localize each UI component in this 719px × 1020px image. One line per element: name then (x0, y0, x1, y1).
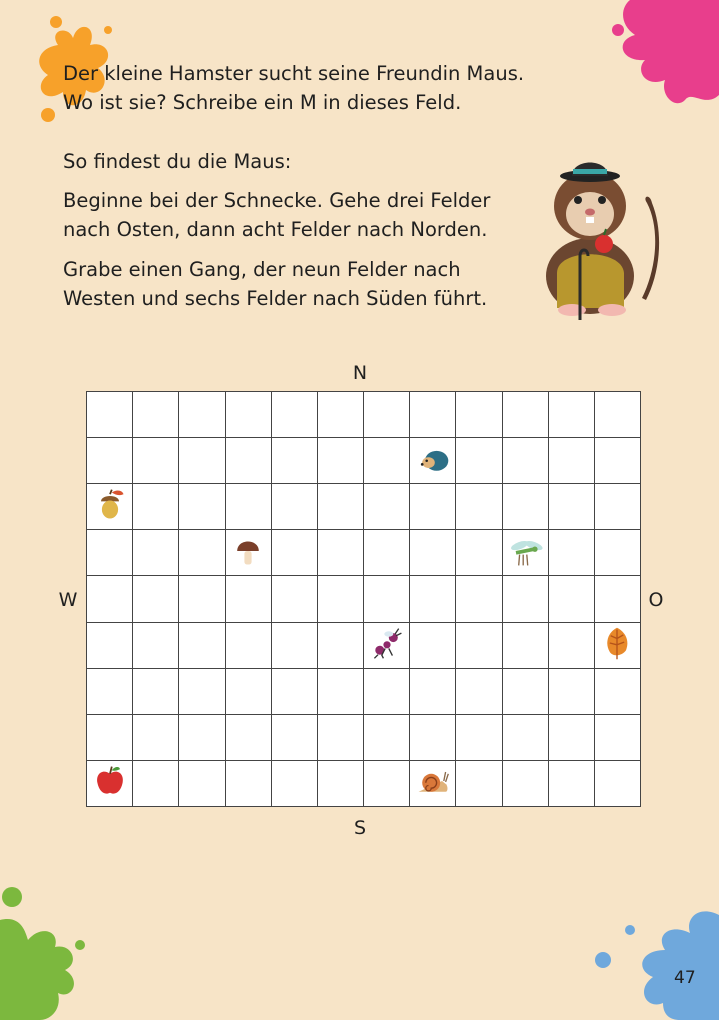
grid-cell-r5-c5[interactable] (272, 576, 318, 622)
grid-cell-r1-c5[interactable] (272, 392, 318, 438)
grid-cell-r8-c4[interactable] (226, 715, 272, 761)
grid-cell-r2-c2[interactable] (133, 438, 179, 484)
grid-cell-r8-c3[interactable] (179, 715, 225, 761)
grid-cell-r6-c2[interactable] (133, 623, 179, 669)
grid-cell-r3-c6[interactable] (318, 484, 364, 530)
grid-cell-r1-c12[interactable] (595, 392, 641, 438)
how-heading (63, 147, 533, 176)
grid-cell-r1-c2[interactable] (133, 392, 179, 438)
grid-cell-r9-c12[interactable] (595, 761, 641, 807)
page-number: 47 (674, 968, 696, 988)
grid-cell-r9-c10[interactable] (503, 761, 549, 807)
grid-cell-r3-c1[interactable] (87, 484, 133, 530)
grid-cell-r7-c10[interactable] (503, 669, 549, 715)
grid-cell-r4-c1[interactable] (87, 530, 133, 576)
green-paint-splat (0, 885, 100, 1020)
grid-cell-r4-c5[interactable] (272, 530, 318, 576)
step-2-line-1: Grabe einen Gang, der neun Felder nach (63, 258, 461, 281)
grid-cell-r1-c11[interactable] (549, 392, 595, 438)
grid-cell-r4-c12[interactable] (595, 530, 641, 576)
grid-cell-r5-c11[interactable] (549, 576, 595, 622)
grid-cell-r2-c4[interactable] (226, 438, 272, 484)
grid-cell-r9-c4[interactable] (226, 761, 272, 807)
grid-cell-r9-c2[interactable] (133, 761, 179, 807)
grid-cell-r3-c4[interactable] (226, 484, 272, 530)
step-2-line-2: Westen und sechs Felder nach Süden führt. (63, 287, 488, 310)
grid-cell-r6-c7[interactable] (364, 623, 410, 669)
grid-cell-r3-c10[interactable] (503, 484, 549, 530)
grid-cell-r9-c1[interactable] (87, 761, 133, 807)
grid-cell-r1-c10[interactable] (503, 392, 549, 438)
mushroom-icon (230, 533, 266, 573)
grid-cell-r2-c1[interactable] (87, 438, 133, 484)
grid-cell-r4-c3[interactable] (179, 530, 225, 576)
grid-cell-r2-c10[interactable] (503, 438, 549, 484)
snail-icon (415, 763, 451, 803)
grid-cell-r1-c4[interactable] (226, 392, 272, 438)
grid-cell-r4-c7[interactable] (364, 530, 410, 576)
grid-cell-r1-c8[interactable] (410, 392, 456, 438)
hedgehog-icon (415, 441, 451, 481)
autumn-leaf-icon (599, 625, 635, 665)
grid-cell-r7-c8[interactable] (410, 669, 456, 715)
grid-cell-r1-c6[interactable] (318, 392, 364, 438)
intro-line-1: Der kleine Hamster sucht seine Freundin Maus. (63, 62, 525, 85)
grid-cell-r7-c2[interactable] (133, 669, 179, 715)
grid-cell-r1-c3[interactable] (179, 392, 225, 438)
grid-cell-r8-c6[interactable] (318, 715, 364, 761)
grid-cell-r8-c12[interactable] (595, 715, 641, 761)
grid-cell-r5-c9[interactable] (456, 576, 502, 622)
grid-cell-r7-c9[interactable] (456, 669, 502, 715)
intro-text (63, 59, 533, 117)
grid-cell-r1-c9[interactable] (456, 392, 502, 438)
step-1-text (63, 186, 533, 244)
compass-west: W (58, 589, 78, 611)
grid-cell-r3-c8[interactable] (410, 484, 456, 530)
acorn-icon (92, 487, 128, 527)
grid-cell-r4-c10[interactable] (503, 530, 549, 576)
grid-cell-r9-c6[interactable] (318, 761, 364, 807)
grid-cell-r6-c6[interactable] (318, 623, 364, 669)
ant-icon (369, 625, 405, 665)
grid-cell-r5-c8[interactable] (410, 576, 456, 622)
pink-paint-splat (600, 0, 719, 110)
grid-cell-r7-c4[interactable] (226, 669, 272, 715)
grid-cell-r7-c7[interactable] (364, 669, 410, 715)
grid-cell-r5-c4[interactable] (226, 576, 272, 622)
grid-cell-r7-c3[interactable] (179, 669, 225, 715)
grid-cell-r2-c8[interactable] (410, 438, 456, 484)
compass-east: O (648, 589, 664, 611)
grid-cell-r5-c6[interactable] (318, 576, 364, 622)
grid-cell-r3-c5[interactable] (272, 484, 318, 530)
grid-cell-r5-c3[interactable] (179, 576, 225, 622)
grid-cell-r3-c9[interactable] (456, 484, 502, 530)
grid-cell-r7-c6[interactable] (318, 669, 364, 715)
grid-cell-r8-c1[interactable] (87, 715, 133, 761)
grid-cell-r2-c6[interactable] (318, 438, 364, 484)
grid-cell-r4-c8[interactable] (410, 530, 456, 576)
compass-north: N (352, 362, 368, 384)
grid-cell-r6-c5[interactable] (272, 623, 318, 669)
grid-cell-r2-c7[interactable] (364, 438, 410, 484)
step-1-line-1: Beginne bei der Schnecke. Gehe drei Felder (63, 189, 491, 212)
blue-paint-splat (585, 905, 719, 1020)
grid-cell-r3-c2[interactable] (133, 484, 179, 530)
grid-cell-r9-c8[interactable] (410, 761, 456, 807)
grid-cell-r8-c10[interactable] (503, 715, 549, 761)
grid-cell-r7-c12[interactable] (595, 669, 641, 715)
grid-cell-r2-c5[interactable] (272, 438, 318, 484)
grid-cell-r6-c3[interactable] (179, 623, 225, 669)
grid-cell-r4-c2[interactable] (133, 530, 179, 576)
intro-line-2: Wo ist sie? Schreibe ein M in dieses Feld. (63, 91, 462, 114)
grid-cell-r5-c2[interactable] (133, 576, 179, 622)
grid-cell-r6-c9[interactable] (456, 623, 502, 669)
grid-cell-r4-c11[interactable] (549, 530, 595, 576)
grid-cell-r6-c12[interactable] (595, 623, 641, 669)
apple-icon (92, 763, 128, 803)
grid-cell-r5-c10[interactable] (503, 576, 549, 622)
grid-cell-r4-c6[interactable] (318, 530, 364, 576)
grid-cell-r8-c11[interactable] (549, 715, 595, 761)
grid-cell-r9-c3[interactable] (179, 761, 225, 807)
grid-cell-r7-c5[interactable] (272, 669, 318, 715)
grid-cell-r9-c9[interactable] (456, 761, 502, 807)
grid-cell-r6-c1[interactable] (87, 623, 133, 669)
map-grid (86, 391, 641, 807)
grid-cell-r9-c7[interactable] (364, 761, 410, 807)
grid-cell-r2-c9[interactable] (456, 438, 502, 484)
grid-cell-r7-c1[interactable] (87, 669, 133, 715)
grid-cell-r8-c5[interactable] (272, 715, 318, 761)
hamster-illustration (542, 148, 662, 320)
grid-cell-r3-c7[interactable] (364, 484, 410, 530)
grid-cell-r9-c5[interactable] (272, 761, 318, 807)
grid-cell-r8-c2[interactable] (133, 715, 179, 761)
step-1-line-2: nach Osten, dann acht Felder nach Norden. (63, 218, 488, 241)
grid-cell-r9-c11[interactable] (549, 761, 595, 807)
grid-cell-r6-c8[interactable] (410, 623, 456, 669)
grid-cell-r7-c11[interactable] (549, 669, 595, 715)
compass-south: S (353, 817, 367, 839)
grid-cell-r2-c12[interactable] (595, 438, 641, 484)
grid-cell-r3-c12[interactable] (595, 484, 641, 530)
grid-cell-r5-c12[interactable] (595, 576, 641, 622)
grid-cell-r6-c4[interactable] (226, 623, 272, 669)
grid-cell-r2-c11[interactable] (549, 438, 595, 484)
grid-cell-r4-c4[interactable] (226, 530, 272, 576)
grid-cell-r6-c10[interactable] (503, 623, 549, 669)
grid-cell-r1-c7[interactable] (364, 392, 410, 438)
dragonfly-icon (507, 533, 543, 573)
grid-cell-r5-c1[interactable] (87, 576, 133, 622)
step-2-text (63, 255, 533, 313)
grid-cell-r5-c7[interactable] (364, 576, 410, 622)
grid-cell-r4-c9[interactable] (456, 530, 502, 576)
grid-cell-r8-c7[interactable] (364, 715, 410, 761)
grid-cell-r1-c1[interactable] (87, 392, 133, 438)
grid-cell-r3-c11[interactable] (549, 484, 595, 530)
grid-cell-r2-c3[interactable] (179, 438, 225, 484)
how-text: So findest du die Maus: (63, 150, 292, 173)
grid-cell-r8-c8[interactable] (410, 715, 456, 761)
grid-cell-r3-c3[interactable] (179, 484, 225, 530)
grid-cell-r8-c9[interactable] (456, 715, 502, 761)
grid-cell-r6-c11[interactable] (549, 623, 595, 669)
